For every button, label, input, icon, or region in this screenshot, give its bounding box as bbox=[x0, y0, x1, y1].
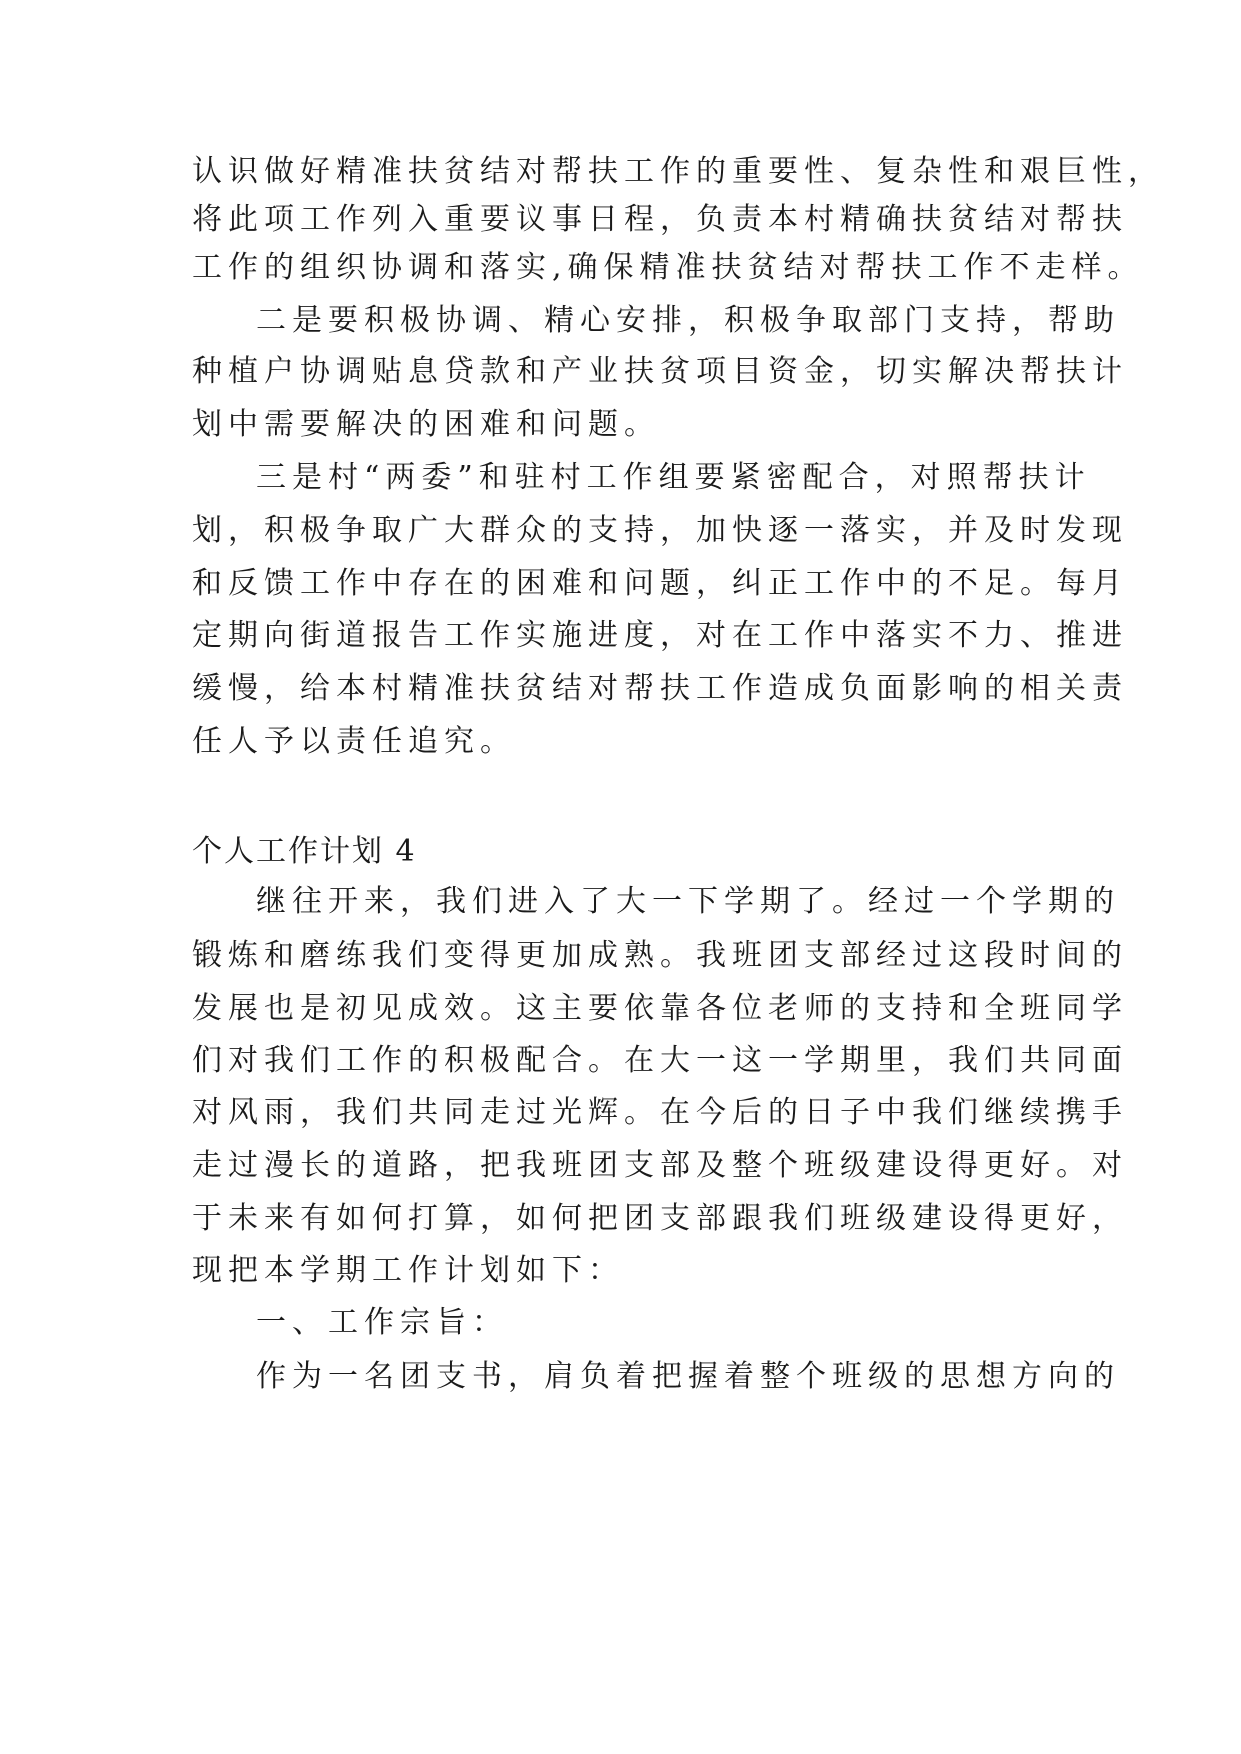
text-line: 走过漫长的道路，把我班团支部及整个班级建设得更好。对 bbox=[192, 1148, 1128, 1183]
section-heading: 个人工作计划 4 bbox=[192, 834, 417, 869]
text-line: 划，积极争取广大群众的支持，加快逐一落实，并及时发现 bbox=[192, 513, 1128, 548]
text-line: 发展也是初见成效。这主要依靠各位老师的支持和全班同学 bbox=[192, 991, 1128, 1026]
paragraph-first-line: 二是要积极协调、精心安排，积极争取部门支持，帮助 bbox=[256, 303, 1120, 338]
text-line: 们对我们工作的积极配合。在大一这一学期里，我们共同面 bbox=[192, 1043, 1128, 1078]
list-heading: 一、工作宗旨： bbox=[256, 1305, 508, 1340]
paragraph-first-line: 作为一名团支书，肩负着把握着整个班级的思想方向的 bbox=[256, 1359, 1120, 1394]
paragraph-first-line: 三是村“两委”和驻村工作组要紧密配合，对照帮扶计 bbox=[256, 460, 1091, 495]
text-line: 种植户协调贴息贷款和产业扶贫项目资金，切实解决帮扶计 bbox=[192, 354, 1128, 389]
text-line: 将此项工作列入重要议事日程，负责本村精确扶贫结对帮扶 bbox=[192, 202, 1128, 237]
text-line: 锻炼和磨练我们变得更加成熟。我班团支部经过这段时间的 bbox=[192, 938, 1128, 973]
text-line: 任人予以责任追究。 bbox=[192, 724, 516, 759]
text-line: 现把本学期工作计划如下： bbox=[192, 1253, 624, 1288]
text-line: 工作的组织协调和落实,确保精准扶贫结对帮扶工作不走样。 bbox=[192, 250, 1144, 285]
text-line: 划中需要解决的困难和问题。 bbox=[192, 407, 660, 442]
text-line: 缓慢，给本村精准扶贫结对帮扶工作造成负面影响的相关责 bbox=[192, 671, 1128, 706]
paragraph-first-line: 继往开来，我们进入了大一下学期了。经过一个学期的 bbox=[256, 884, 1120, 919]
text-line: 和反馈工作中存在的困难和问题，纠正工作中的不足。每月 bbox=[192, 566, 1128, 601]
text-line: 认识做好精准扶贫结对帮扶工作的重要性、复杂性和艰巨性， bbox=[192, 154, 1164, 189]
text-line: 定期向街道报告工作实施进度，对在工作中落实不力、推进 bbox=[192, 618, 1128, 653]
text-line: 对风雨，我们共同走过光辉。在今后的日子中我们继续携手 bbox=[192, 1095, 1128, 1130]
text-line: 于未来有如何打算，如何把团支部跟我们班级建设得更好， bbox=[192, 1201, 1128, 1236]
